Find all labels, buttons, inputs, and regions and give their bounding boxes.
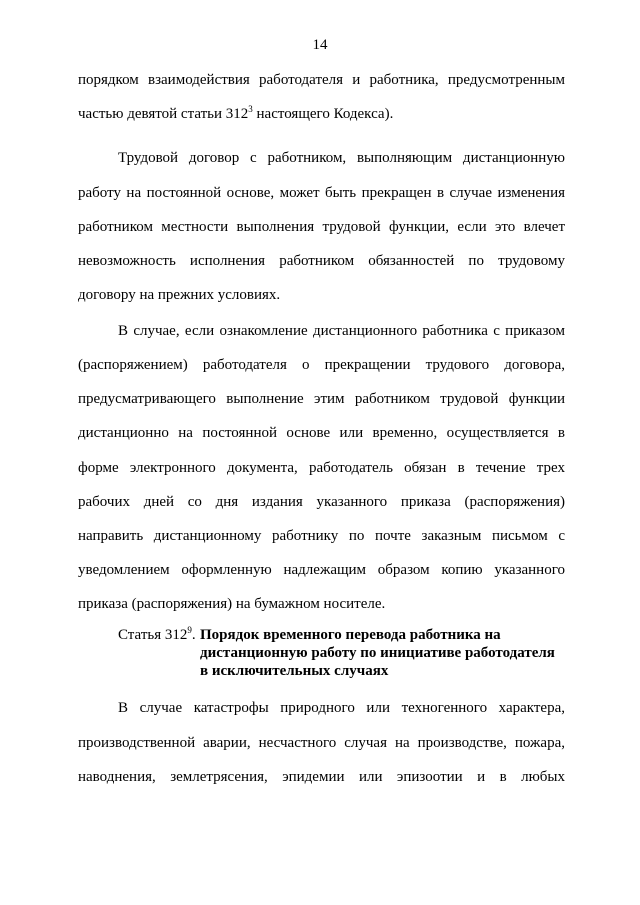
paragraph-line: дистанционно на постоянной основе или временно, осуществляется в — [78, 425, 565, 441]
paragraph-line: форме электронного документа, работодатель обязан в течение трех — [78, 460, 565, 476]
line-text: настоящего Кодекса). — [252, 106, 394, 122]
paragraph-line: приказа (распоряжения) на бумажном носителе. — [78, 596, 386, 612]
paragraph-line: порядком взаимодействия работодателя и работника, предусмотренным — [78, 72, 565, 88]
paragraph-line: (распоряжением) работодателя о прекращении трудового договора, — [78, 357, 565, 373]
superscript: 3 — [248, 104, 253, 114]
paragraph-line: рабочих дней со дня издания указанного приказа (распоряжения) — [78, 494, 565, 510]
article-label — [118, 626, 196, 644]
paragraph-line: невозможность исполнения работником обязанностей по трудовому — [78, 253, 565, 269]
article-title-line: в исключительных случаях — [200, 663, 389, 679]
line-text: частью девятой статьи 312 — [78, 106, 249, 122]
paragraph-line: направить дистанционному работнику по почте заказным письмом с — [78, 528, 565, 544]
paragraph-line: уведомлением оформленную надлежащим образом копию указанного — [78, 562, 565, 578]
paragraph-line: наводнения, землетрясения, эпидемии или эпизоотии и в любых — [78, 769, 565, 785]
article-label-dot: . — [191, 627, 196, 643]
paragraph-line: работником местности выполнения трудовой функции, если это влечет — [78, 219, 565, 235]
paragraph-line: договору на прежних условиях. — [78, 287, 281, 303]
article-title — [200, 626, 555, 680]
paragraph-line: работу на постоянной основе, может быть прекращен в случае изменения — [78, 185, 565, 201]
article-label-text: Статья 312 — [118, 627, 188, 643]
page-number: 14 — [312, 37, 328, 53]
paragraph-line: производственной аварии, несчастного случая на производстве, пожара, — [78, 735, 565, 751]
paragraph-line: Трудовой договор с работником, выполняющим дистанционную — [118, 150, 565, 166]
paragraph-line: В случае, если ознакомление дистанционного работника с приказом — [118, 323, 565, 339]
paragraph-line: В случае катастрофы природного или техногенного характера, — [118, 700, 565, 716]
article-title-line: дистанционную работу по инициативе работодателя — [200, 645, 555, 661]
article-title-line: Порядок временного перевода работника на — [200, 627, 501, 643]
paragraph-line: предусматривающего выполнение этим работником трудовой функции — [78, 391, 565, 407]
paragraph-line — [78, 105, 565, 123]
superscript: 9 — [187, 625, 192, 635]
